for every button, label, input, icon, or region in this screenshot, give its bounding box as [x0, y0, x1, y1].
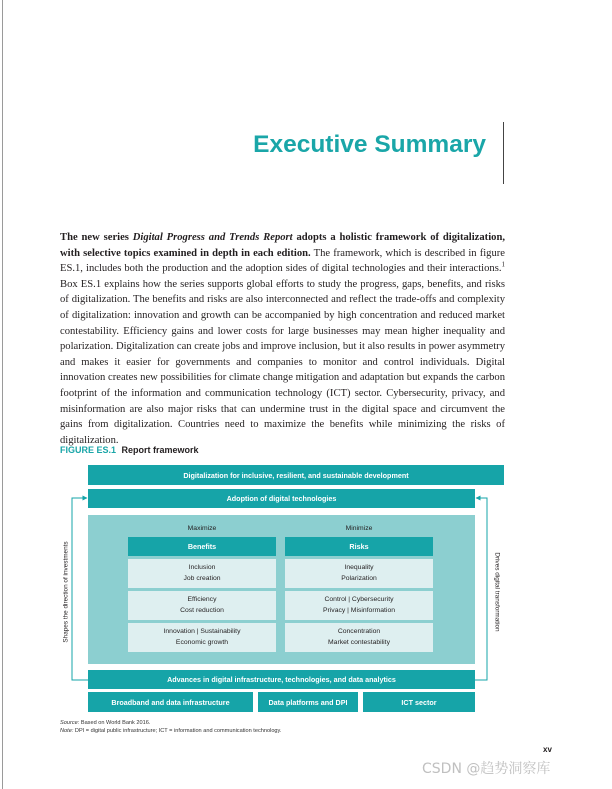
footnote-marker[interactable]: 1	[501, 260, 505, 269]
benefit-line: Innovation | Sustainability	[163, 628, 241, 635]
risk-line: Polarization	[341, 574, 377, 582]
right-side-label: Drives digital transformation	[493, 552, 501, 632]
benefit-line: Inclusion	[188, 564, 216, 571]
intro-lead-part2: adopts a holistic framework of digitalization, with selective topics examined in depth in each edition.	[60, 232, 505, 259]
note-label: Note:	[60, 728, 74, 734]
note-text: DPI = digital public infrastructure; ICT = information and communication technology.	[73, 728, 282, 734]
bottom-box-broadband: Broadband and data infrastructure	[88, 692, 253, 712]
risk-line: Inequality	[344, 564, 374, 571]
benefit-line: Economic growth	[175, 638, 229, 646]
figure-number: FIGURE ES.1	[60, 445, 117, 455]
watermark: CSDN @趋势洞察库	[422, 761, 551, 777]
risk-cell	[285, 559, 433, 588]
figure-source	[60, 720, 150, 726]
benefit-cell	[128, 623, 276, 652]
bottom-box-ict: ICT sector	[363, 692, 475, 712]
risk-line: Control | Cybersecurity	[324, 596, 394, 603]
intro-body-part1: The framework, which is described in figure ES.1, includes both the production and the adoption sides of digital technologies and their interactions.	[60, 247, 505, 275]
left-side-label: Shapes the direction of investments	[62, 541, 70, 643]
benefit-line: Efficiency	[187, 596, 217, 603]
risks-kicker: Minimize	[345, 525, 373, 532]
page-number: xv	[543, 745, 552, 754]
right-feedback-arrow	[475, 498, 487, 680]
risks-header: Risks	[285, 537, 433, 556]
figure-note	[60, 728, 281, 734]
page-title: Executive Summary	[253, 131, 486, 158]
benefit-cell	[128, 559, 276, 588]
risk-cell	[285, 591, 433, 620]
risk-line: Concentration	[337, 628, 381, 635]
left-feedback-arrow	[72, 498, 88, 680]
goal-bar: Digitalization for inclusive, resilient, and sustainable development	[88, 465, 504, 485]
benefits-header: Benefits	[128, 537, 276, 556]
benefit-line: Job creation	[183, 574, 221, 582]
benefit-cell	[128, 591, 276, 620]
benefits-kicker: Maximize	[187, 525, 217, 532]
benefit-line: Cost reduction	[180, 606, 224, 614]
source-label: Source:	[60, 720, 80, 726]
adoption-bar: Adoption of digital technologies	[88, 489, 475, 508]
source-text: Based on World Bank 2016.	[79, 720, 151, 726]
risk-line: Privacy | Misinformation	[322, 606, 396, 614]
bottom-box-platforms: Data platforms and DPI	[258, 692, 358, 712]
report-series-name: Digital Progress and Trends Report	[132, 232, 293, 243]
figure-title: Report framework	[121, 445, 199, 455]
intro-body-part2: Box ES.1 explains how the series supports global efforts to study the progress, gaps, benefits, and risks of digitalization. The benefits and risks are also interconnected and reflect the trade-offs and complexity of digitalization: innovation and growth can be accompanied by high concentration and reduced market contestability. Efficiency gains and lower costs for large businesses may mean higher inequality and polarization. Digitalization can create jobs and improve inclusion, but it also results in power asymmetry and makes it easier for governments and companies to monitor and control individuals. Digital innovation creates new possibilities for climate change mitigation and adaptation but expands the carbon footprint of the information and communication technology (ICT) sector. Cybersecurity, privacy, and misinformation are also major risks that can undermine trust in the digital space and circumvent the gains from digitalization. Countries need to maximize the benefits while minimizing the risks of digitalization.	[60, 278, 505, 446]
risk-line: Market contestability	[328, 638, 390, 646]
intro-lead-part1: The new series	[60, 232, 133, 243]
risk-cell	[285, 623, 433, 652]
advances-bar: Advances in digital infrastructure, technologies, and data analytics	[88, 670, 475, 689]
